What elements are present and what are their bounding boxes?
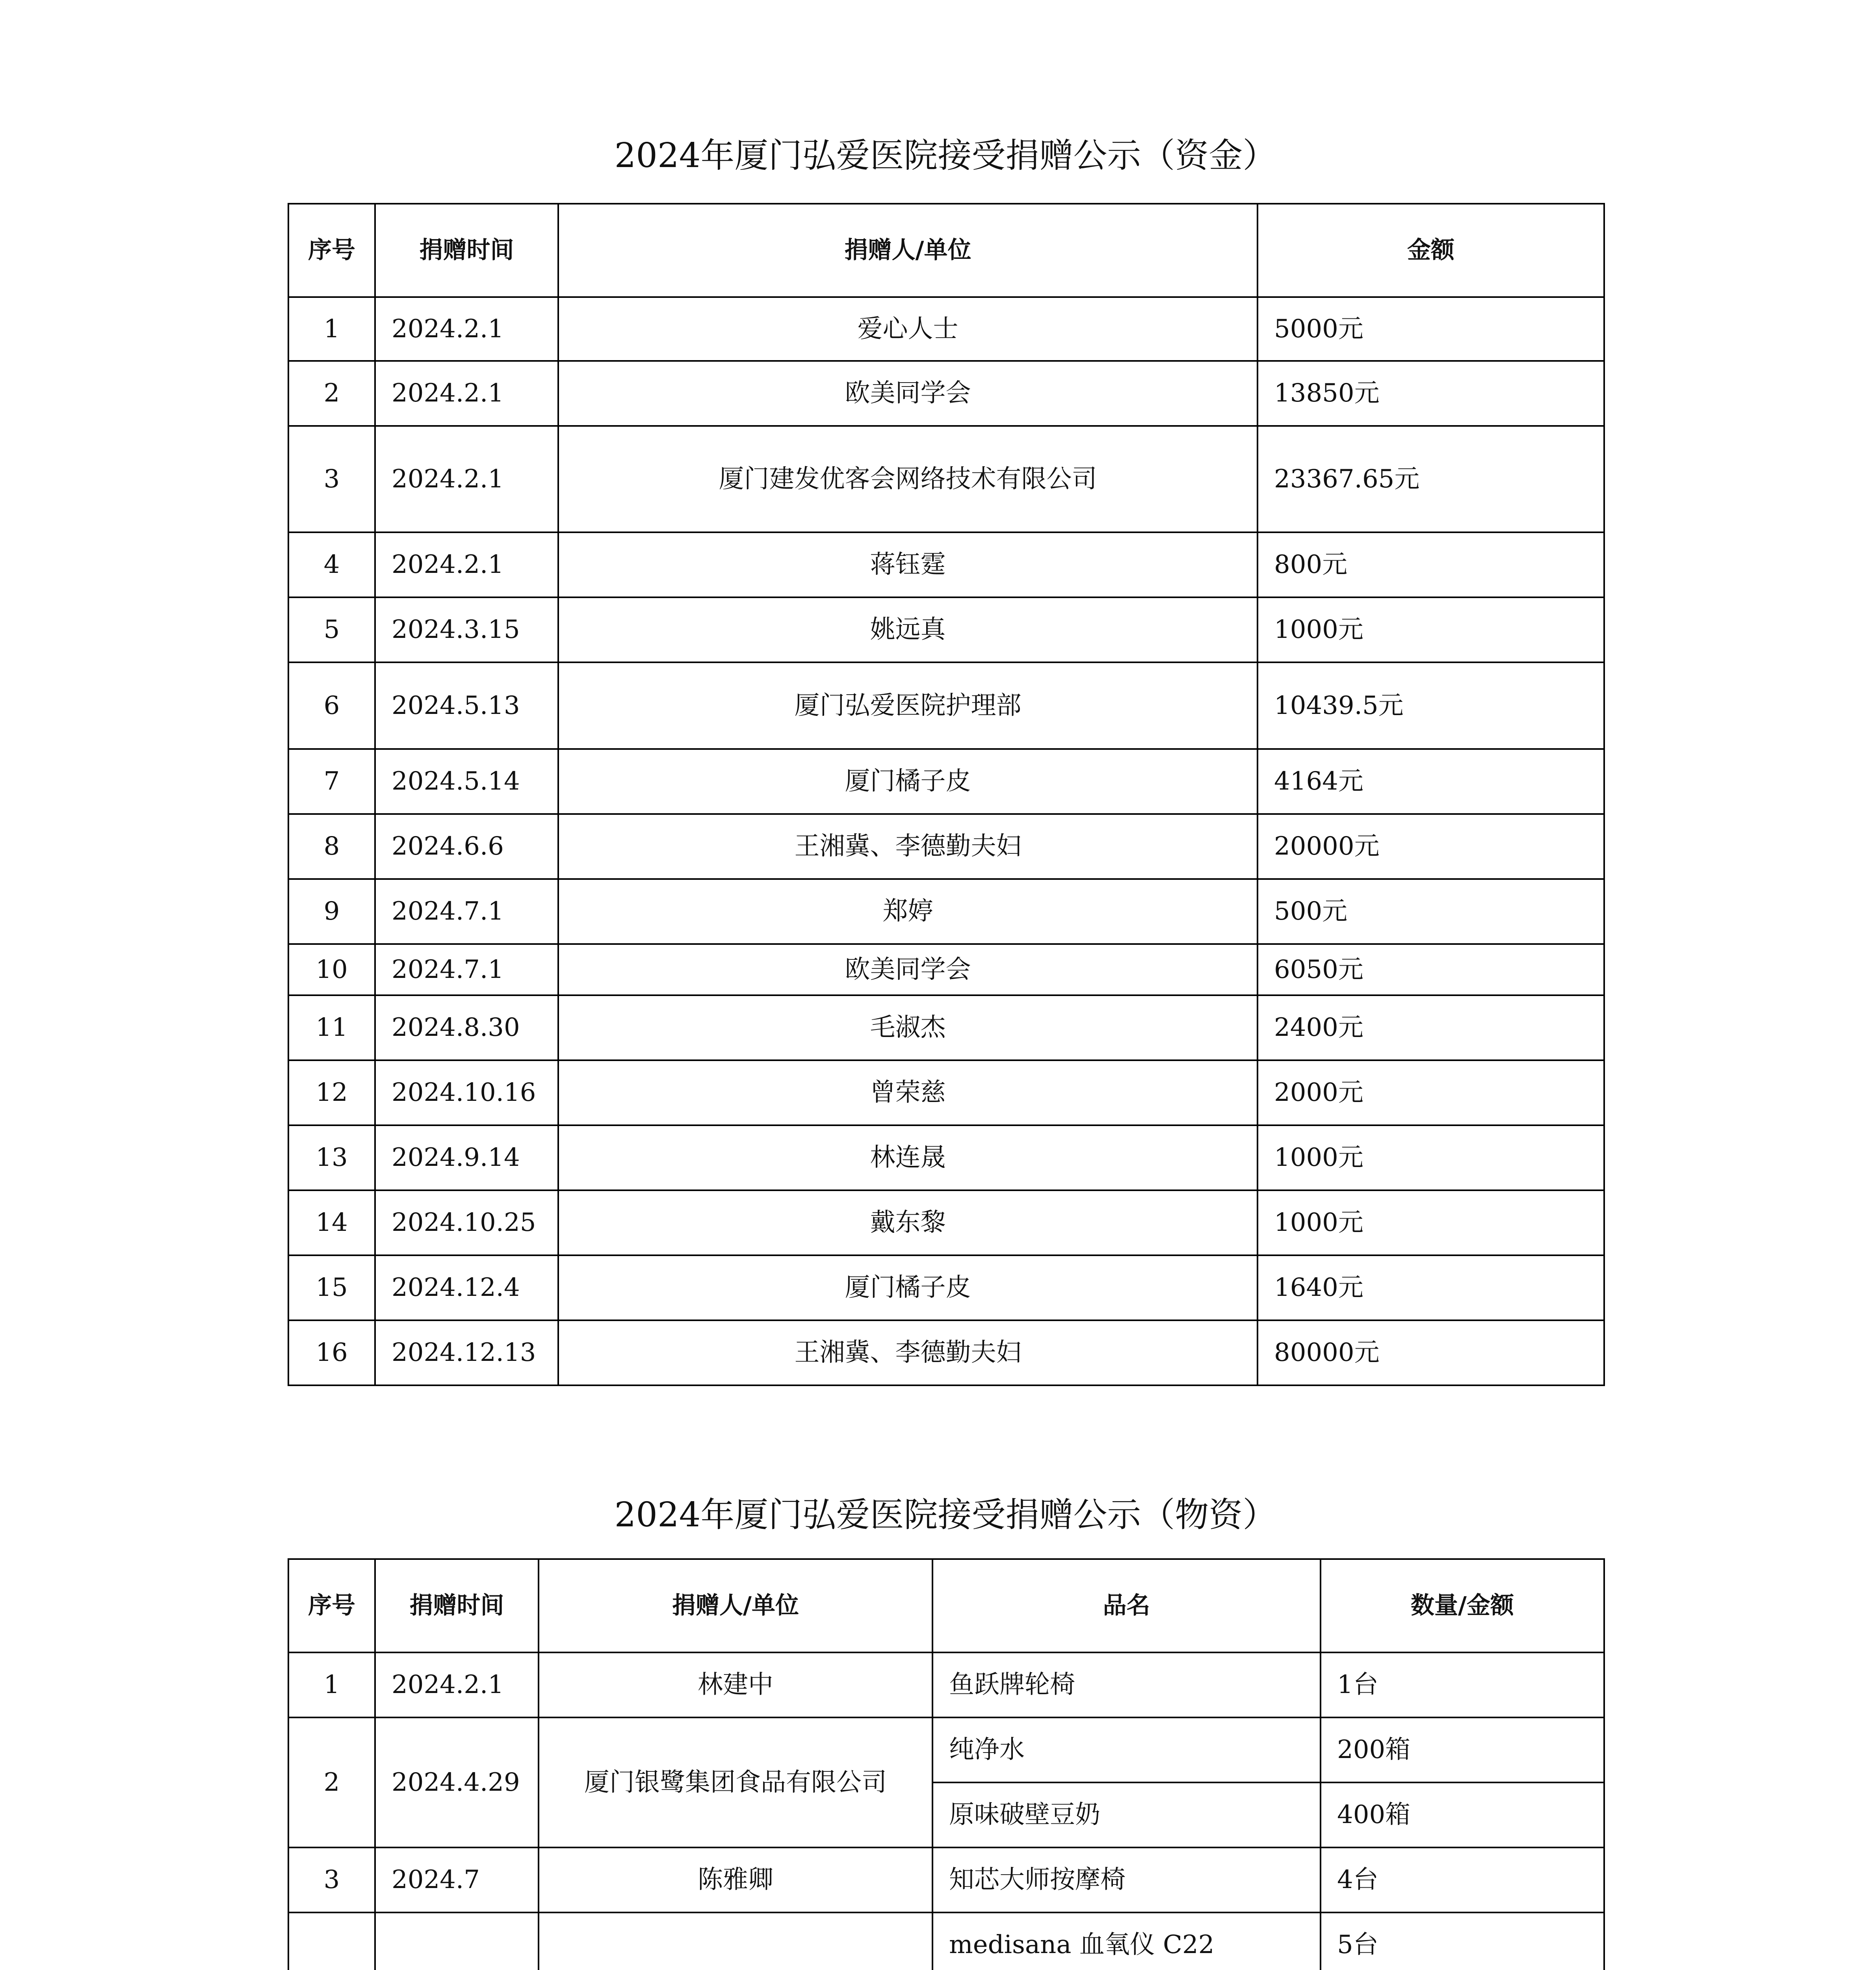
funds-date-cell: 2024.2.1: [375, 532, 558, 597]
goods-qty-cell: 4台: [1321, 1847, 1604, 1912]
funds-no-cell: 15: [288, 1255, 375, 1320]
funds-amount-cell: 23367.65元: [1257, 426, 1604, 532]
funds-date-cell: 2024.2.1: [375, 297, 558, 361]
funds-amount-cell: 20000元: [1257, 814, 1604, 879]
funds-donor-cell: 厦门橘子皮: [558, 1255, 1257, 1320]
funds-no-cell: 1: [288, 297, 375, 361]
funds-donor-cell: 欧美同学会: [558, 944, 1257, 995]
funds-date-cell: 2024.9.14: [375, 1125, 558, 1190]
funds-donor-cell: 郑婷: [558, 879, 1257, 944]
funds-row: [288, 879, 1604, 944]
goods-donor-cell: 陈雅卿: [539, 1847, 932, 1912]
goods-date-cell: 2024.7: [375, 1847, 539, 1912]
funds-title: 2024年厦门弘爱医院接受捐赠公示（资金）: [614, 136, 1277, 175]
funds-no-cell: 16: [288, 1320, 375, 1385]
goods-donor-cell: 厦门银鹭集团食品有限公司: [539, 1717, 932, 1847]
goods-qty-cell: 400箱: [1321, 1782, 1604, 1847]
funds-donor-cell: 厦门橘子皮: [558, 749, 1257, 814]
funds-amount-cell: 1000元: [1257, 1190, 1604, 1255]
funds-no-cell: 9: [288, 879, 375, 944]
funds-amount-cell: 6050元: [1257, 944, 1604, 995]
funds-amount-cell: 2000元: [1257, 1060, 1604, 1125]
goods-date-cell: [375, 1912, 539, 1970]
funds-row: [288, 995, 1604, 1060]
goods-col-no: 序号: [288, 1559, 375, 1652]
funds-donor-cell: 曾荣慈: [558, 1060, 1257, 1125]
goods-table: [288, 1558, 1605, 1970]
funds-amount-cell: 2400元: [1257, 995, 1604, 1060]
funds-date-cell: 2024.12.13: [375, 1320, 558, 1385]
funds-no-cell: 8: [288, 814, 375, 879]
funds-donor-cell: 姚远真: [558, 597, 1257, 662]
funds-amount-cell: 500元: [1257, 879, 1604, 944]
funds-donor-cell: 王湘冀、李德勤夫妇: [558, 814, 1257, 879]
goods-header-row: [288, 1559, 1604, 1652]
funds-table: [288, 203, 1605, 1386]
funds-no-cell: 10: [288, 944, 375, 995]
goods-item-cell: 知芯大师按摩椅: [932, 1847, 1321, 1912]
funds-donor-cell: 戴东黎: [558, 1190, 1257, 1255]
funds-date-cell: 2024.12.4: [375, 1255, 558, 1320]
funds-row: [288, 662, 1604, 749]
goods-row: [288, 1912, 1604, 1970]
funds-donor-cell: 毛淑杰: [558, 995, 1257, 1060]
funds-row: [288, 1255, 1604, 1320]
funds-no-cell: 14: [288, 1190, 375, 1255]
goods-row: [288, 1847, 1604, 1912]
funds-donor-cell: 爱心人士: [558, 297, 1257, 361]
goods-donor-cell: [539, 1912, 932, 1970]
funds-date-cell: 2024.5.13: [375, 662, 558, 749]
goods-col-qty: 数量/金额: [1321, 1559, 1604, 1652]
goods-col-donor: 捐赠人/单位: [539, 1559, 932, 1652]
funds-date-cell: 2024.2.1: [375, 361, 558, 426]
funds-donor-cell: 王湘冀、李德勤夫妇: [558, 1320, 1257, 1385]
goods-item-cell: medisana 血氧仪 C22: [932, 1912, 1321, 1970]
funds-date-cell: 2024.10.16: [375, 1060, 558, 1125]
goods-date-cell: 2024.4.29: [375, 1717, 539, 1847]
funds-date-cell: 2024.6.6: [375, 814, 558, 879]
funds-no-cell: 11: [288, 995, 375, 1060]
goods-item-cell: 原味破壁豆奶: [932, 1782, 1321, 1847]
goods-no-cell: 2: [288, 1717, 375, 1847]
goods-col-item: 品名: [932, 1559, 1321, 1652]
funds-row: [288, 1190, 1604, 1255]
goods-no-cell: 1: [288, 1652, 375, 1717]
funds-col-date: 捐赠时间: [375, 204, 558, 297]
goods-row: [288, 1717, 1604, 1782]
funds-body: [288, 297, 1604, 1385]
funds-col-no: 序号: [288, 204, 375, 297]
funds-row: [288, 1125, 1604, 1190]
funds-amount-cell: 5000元: [1257, 297, 1604, 361]
funds-donor-cell: 厦门建发优客会网络技术有限公司: [558, 426, 1257, 532]
funds-amount-cell: 1640元: [1257, 1255, 1604, 1320]
goods-no-cell: [288, 1912, 375, 1970]
funds-amount-cell: 1000元: [1257, 597, 1604, 662]
funds-no-cell: 4: [288, 532, 375, 597]
goods-col-date: 捐赠时间: [375, 1559, 539, 1652]
goods-item-cell: 鱼跃牌轮椅: [932, 1652, 1321, 1717]
funds-no-cell: 6: [288, 662, 375, 749]
funds-date-cell: 2024.5.14: [375, 749, 558, 814]
funds-row: [288, 814, 1604, 879]
funds-donor-cell: 林连晟: [558, 1125, 1257, 1190]
funds-col-donor: 捐赠人/单位: [558, 204, 1257, 297]
funds-date-cell: 2024.7.1: [375, 879, 558, 944]
funds-amount-cell: 1000元: [1257, 1125, 1604, 1190]
goods-donor-cell: 林建中: [539, 1652, 932, 1717]
funds-row: [288, 597, 1604, 662]
funds-amount-cell: 80000元: [1257, 1320, 1604, 1385]
funds-no-cell: 5: [288, 597, 375, 662]
goods-title: 2024年厦门弘爱医院接受捐赠公示（物资）: [614, 1495, 1277, 1535]
funds-row: [288, 1320, 1604, 1385]
funds-donor-cell: 欧美同学会: [558, 361, 1257, 426]
goods-qty-cell: 5台: [1321, 1912, 1604, 1970]
funds-date-cell: 2024.7.1: [375, 944, 558, 995]
funds-donor-cell: 厦门弘爱医院护理部: [558, 662, 1257, 749]
funds-date-cell: 2024.3.15: [375, 597, 558, 662]
funds-no-cell: 13: [288, 1125, 375, 1190]
funds-date-cell: 2024.8.30: [375, 995, 558, 1060]
goods-body: [288, 1652, 1604, 1970]
funds-date-cell: 2024.10.25: [375, 1190, 558, 1255]
funds-col-amount: 金额: [1257, 204, 1604, 297]
goods-date-cell: 2024.2.1: [375, 1652, 539, 1717]
goods-no-cell: 3: [288, 1847, 375, 1912]
funds-date-cell: 2024.2.1: [375, 426, 558, 532]
goods-item-cell: 纯净水: [932, 1717, 1321, 1782]
funds-amount-cell: 4164元: [1257, 749, 1604, 814]
funds-no-cell: 7: [288, 749, 375, 814]
goods-row: [288, 1652, 1604, 1717]
funds-row: [288, 1060, 1604, 1125]
goods-qty-cell: 200箱: [1321, 1717, 1604, 1782]
funds-donor-cell: 蒋钰霆: [558, 532, 1257, 597]
funds-no-cell: 3: [288, 426, 375, 532]
funds-amount-cell: 13850元: [1257, 361, 1604, 426]
goods-qty-cell: 1台: [1321, 1652, 1604, 1717]
funds-row: [288, 749, 1604, 814]
funds-amount-cell: 10439.5元: [1257, 662, 1604, 749]
funds-no-cell: 12: [288, 1060, 375, 1125]
funds-row: [288, 361, 1604, 426]
funds-header-row: [288, 204, 1604, 297]
funds-row: [288, 532, 1604, 597]
funds-row: [288, 944, 1604, 995]
funds-amount-cell: 800元: [1257, 532, 1604, 597]
funds-row: [288, 297, 1604, 361]
funds-no-cell: 2: [288, 361, 375, 426]
funds-row: [288, 426, 1604, 532]
